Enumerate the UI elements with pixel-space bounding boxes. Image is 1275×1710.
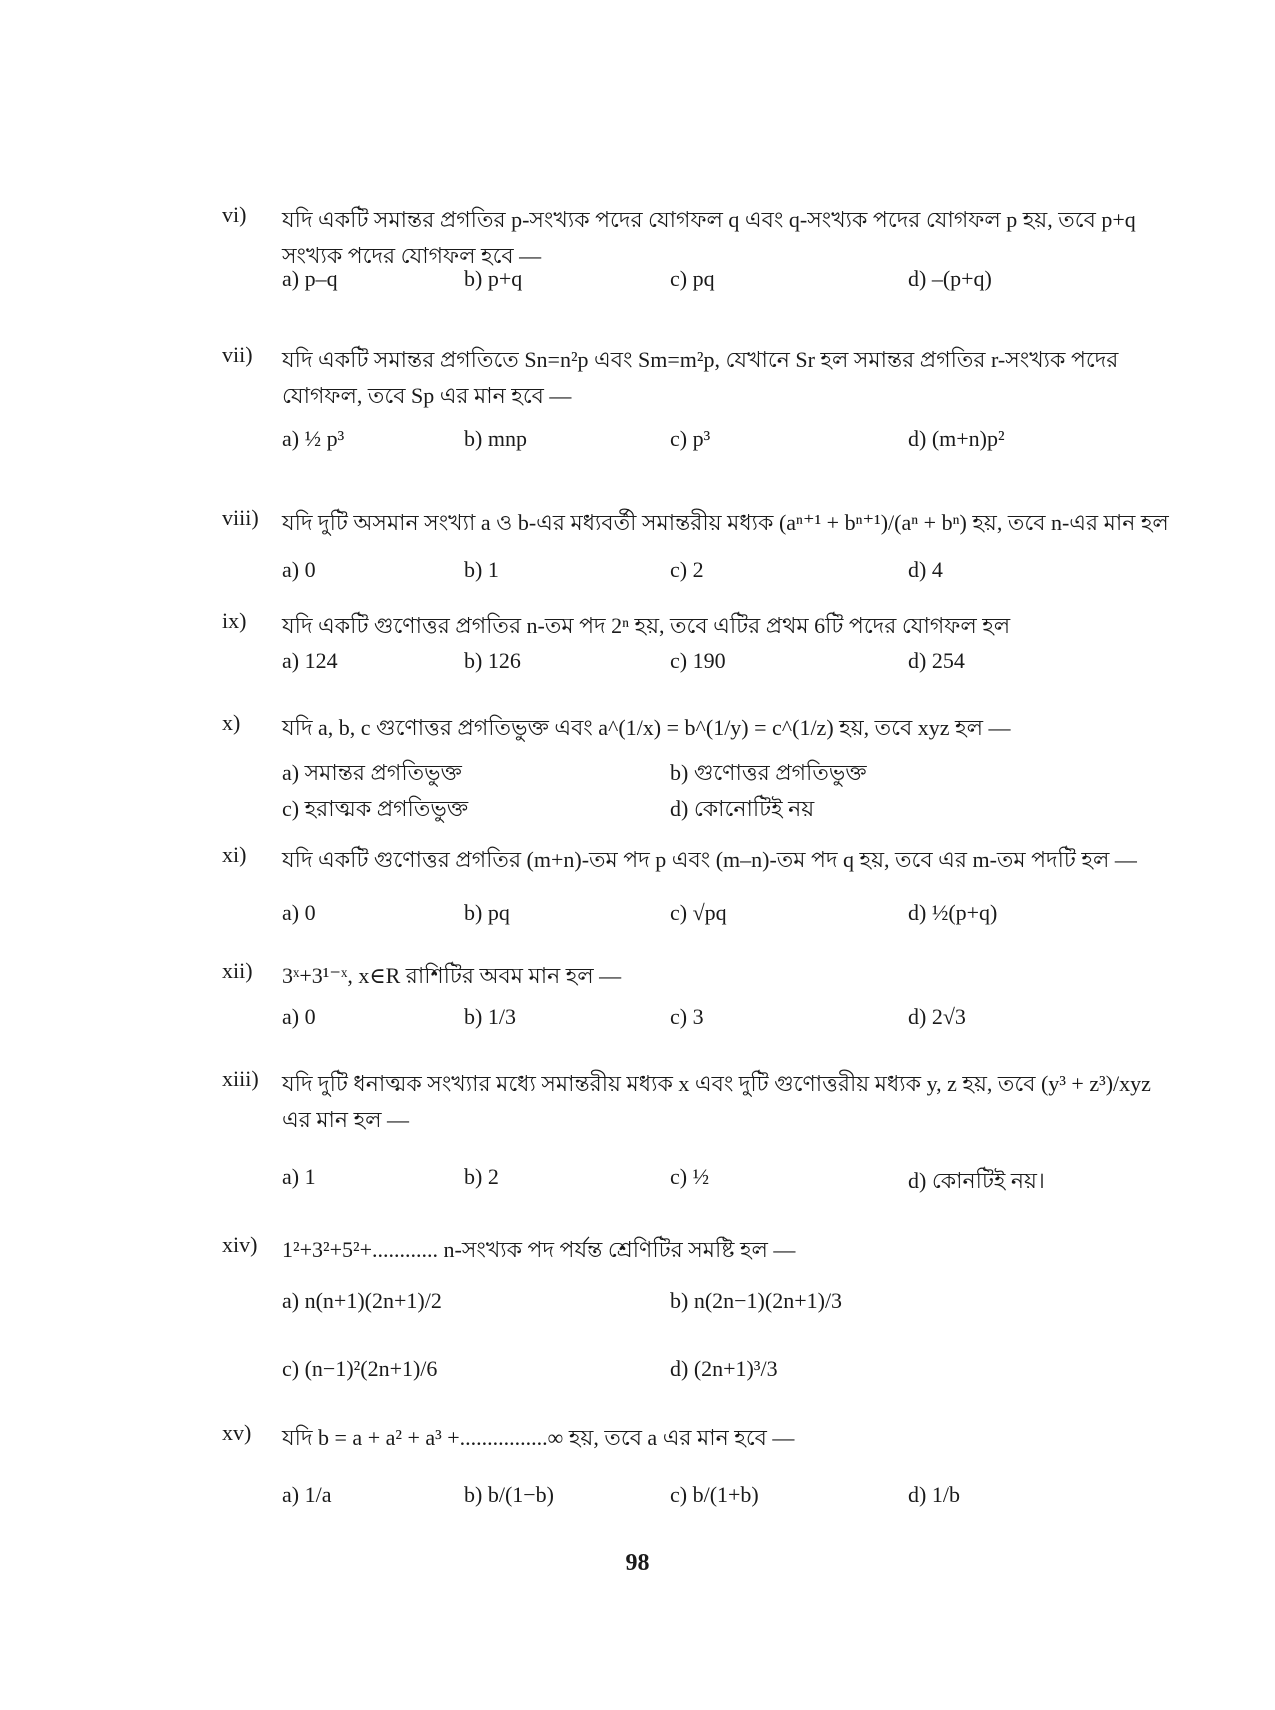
option-d: d) 1/b [908, 1482, 960, 1507]
option-b: b) pq [464, 900, 510, 925]
option-c: c) pq [670, 266, 715, 291]
option-b: b) 1/3 [464, 1004, 516, 1029]
option-b: b) mnp [464, 426, 527, 451]
option-a: a) 124 [282, 648, 338, 673]
question-number: xv) [222, 1420, 252, 1445]
option-a: a) ½ p³ [282, 426, 345, 451]
option-a: a) 0 [282, 900, 316, 925]
question-stem: 3ˣ+3¹⁻ˣ, x∈R রাশিটির অবম মান হল — [282, 963, 622, 988]
question-number: xiii) [222, 1066, 259, 1091]
question-number: x) [222, 710, 241, 735]
option-b: b) 2 [464, 1164, 499, 1189]
question-number: xiv) [222, 1232, 258, 1257]
question-number: xii) [222, 958, 253, 983]
question-stem: যদি a, b, c গুণোত্তর প্রগতিভুক্ত এবং a^(1/x) = b^(1/y) = c^(1/z) হয়, তবে xyz হল — [282, 715, 1011, 740]
option-b: b) p+q [464, 266, 523, 291]
option-c: c) 3 [670, 1004, 704, 1029]
question-stem: যদি একটি গুণোত্তর প্রগতির n-তম পদ 2ⁿ হয়, তবে এটির প্রথম 6টি পদের যোগফল হল [282, 613, 1011, 638]
option-d: d) 4 [908, 557, 943, 582]
option-b: b) 1 [464, 557, 499, 582]
option-b: b) গুণোত্তর প্রগতিভুক্ত [670, 760, 867, 785]
option-b: b) n(2n−1)(2n+1)/3 [670, 1288, 843, 1313]
question-number: vii) [222, 342, 253, 367]
option-d: d) (2n+1)³/3 [670, 1356, 778, 1381]
option-c: c) √pq [670, 900, 727, 925]
option-d: d) কোনটিই নয়। [908, 1168, 1045, 1193]
option-c: c) b/(1+b) [670, 1482, 759, 1507]
option-d: d) 2√3 [908, 1004, 966, 1029]
option-a: a) 0 [282, 557, 316, 582]
question-stem: যদি একটি গুণোত্তর প্রগতির (m+n)-তম পদ p এবং (m–n)-তম পদ q হয়, তবে এর m-তম পদটি হল — [282, 847, 1137, 872]
option-b: b) b/(1−b) [464, 1482, 554, 1507]
question-stem: যদি দুটি অসমান সংখ্যা a ও b-এর মধ্যবর্তী সমান্তরীয় মধ্যক (aⁿ⁺¹ + bⁿ⁺¹)/(aⁿ + bⁿ) হয়, তবে n-এর মান হল [282, 510, 1169, 535]
option-a: a) 1/a [282, 1482, 332, 1507]
question-stem: যদি একটি সমান্তর প্রগতিতে Sn=n²p এবং Sm=m²p, যেখানে Sr হল সমান্তর প্রগতির r-সংখ্যক পদের যোগফল, তবে Sp এর মান হবে — [282, 347, 1119, 408]
option-d: d) ½(p+q) [908, 900, 998, 925]
option-c: c) হরাত্মক প্রগতিভুক্ত [282, 796, 469, 821]
question-number: vi) [222, 202, 247, 227]
option-d: d) কোনোটিই নয় [670, 796, 815, 821]
option-a: a) সমান্তর প্রগতিভুক্ত [282, 760, 462, 785]
option-b: b) 126 [464, 648, 521, 673]
option-d: d) –(p+q) [908, 266, 992, 291]
option-c: c) ½ [670, 1164, 710, 1189]
option-c: c) 2 [670, 557, 704, 582]
question-stem: 1²+3²+5²+............ n-সংখ্যক পদ পর্যন্ত শ্রেণিটির সমষ্টি হল — [282, 1237, 796, 1262]
question-stem: যদি b = a + a² + a³ +................∞ হয়, তবে a এর মান হবে — [282, 1425, 795, 1450]
option-a: a) p–q [282, 266, 338, 291]
question-stem: যদি একটি সমান্তর প্রগতির p-সংখ্যক পদের যোগফল q এবং q-সংখ্যক পদের যোগফল p হয়, তবে p+q সংখ্যক পদের যোগফল হবে — [282, 207, 1136, 268]
question-number: viii) [222, 505, 259, 530]
option-c: c) 190 [670, 648, 726, 673]
option-c: c) p³ [670, 426, 711, 451]
question-stem: যদি দুটি ধনাত্মক সংখ্যার মধ্যে সমান্তরীয় মধ্যক x এবং দুটি গুণোত্তরীয় মধ্যক y, z হয়, তবে (y³ + z³)/xyz এর মান হল — [282, 1071, 1151, 1132]
page-number: 98 [625, 1550, 650, 1576]
option-d: d) (m+n)p² [908, 426, 1005, 451]
option-a: a) 0 [282, 1004, 316, 1029]
option-c: c) (n−1)²(2n+1)/6 [282, 1356, 438, 1381]
option-d: d) 254 [908, 648, 965, 673]
question-number: ix) [222, 608, 247, 633]
option-a: a) n(n+1)(2n+1)/2 [282, 1288, 442, 1313]
question-number: xi) [222, 842, 247, 867]
option-a: a) 1 [282, 1164, 316, 1189]
